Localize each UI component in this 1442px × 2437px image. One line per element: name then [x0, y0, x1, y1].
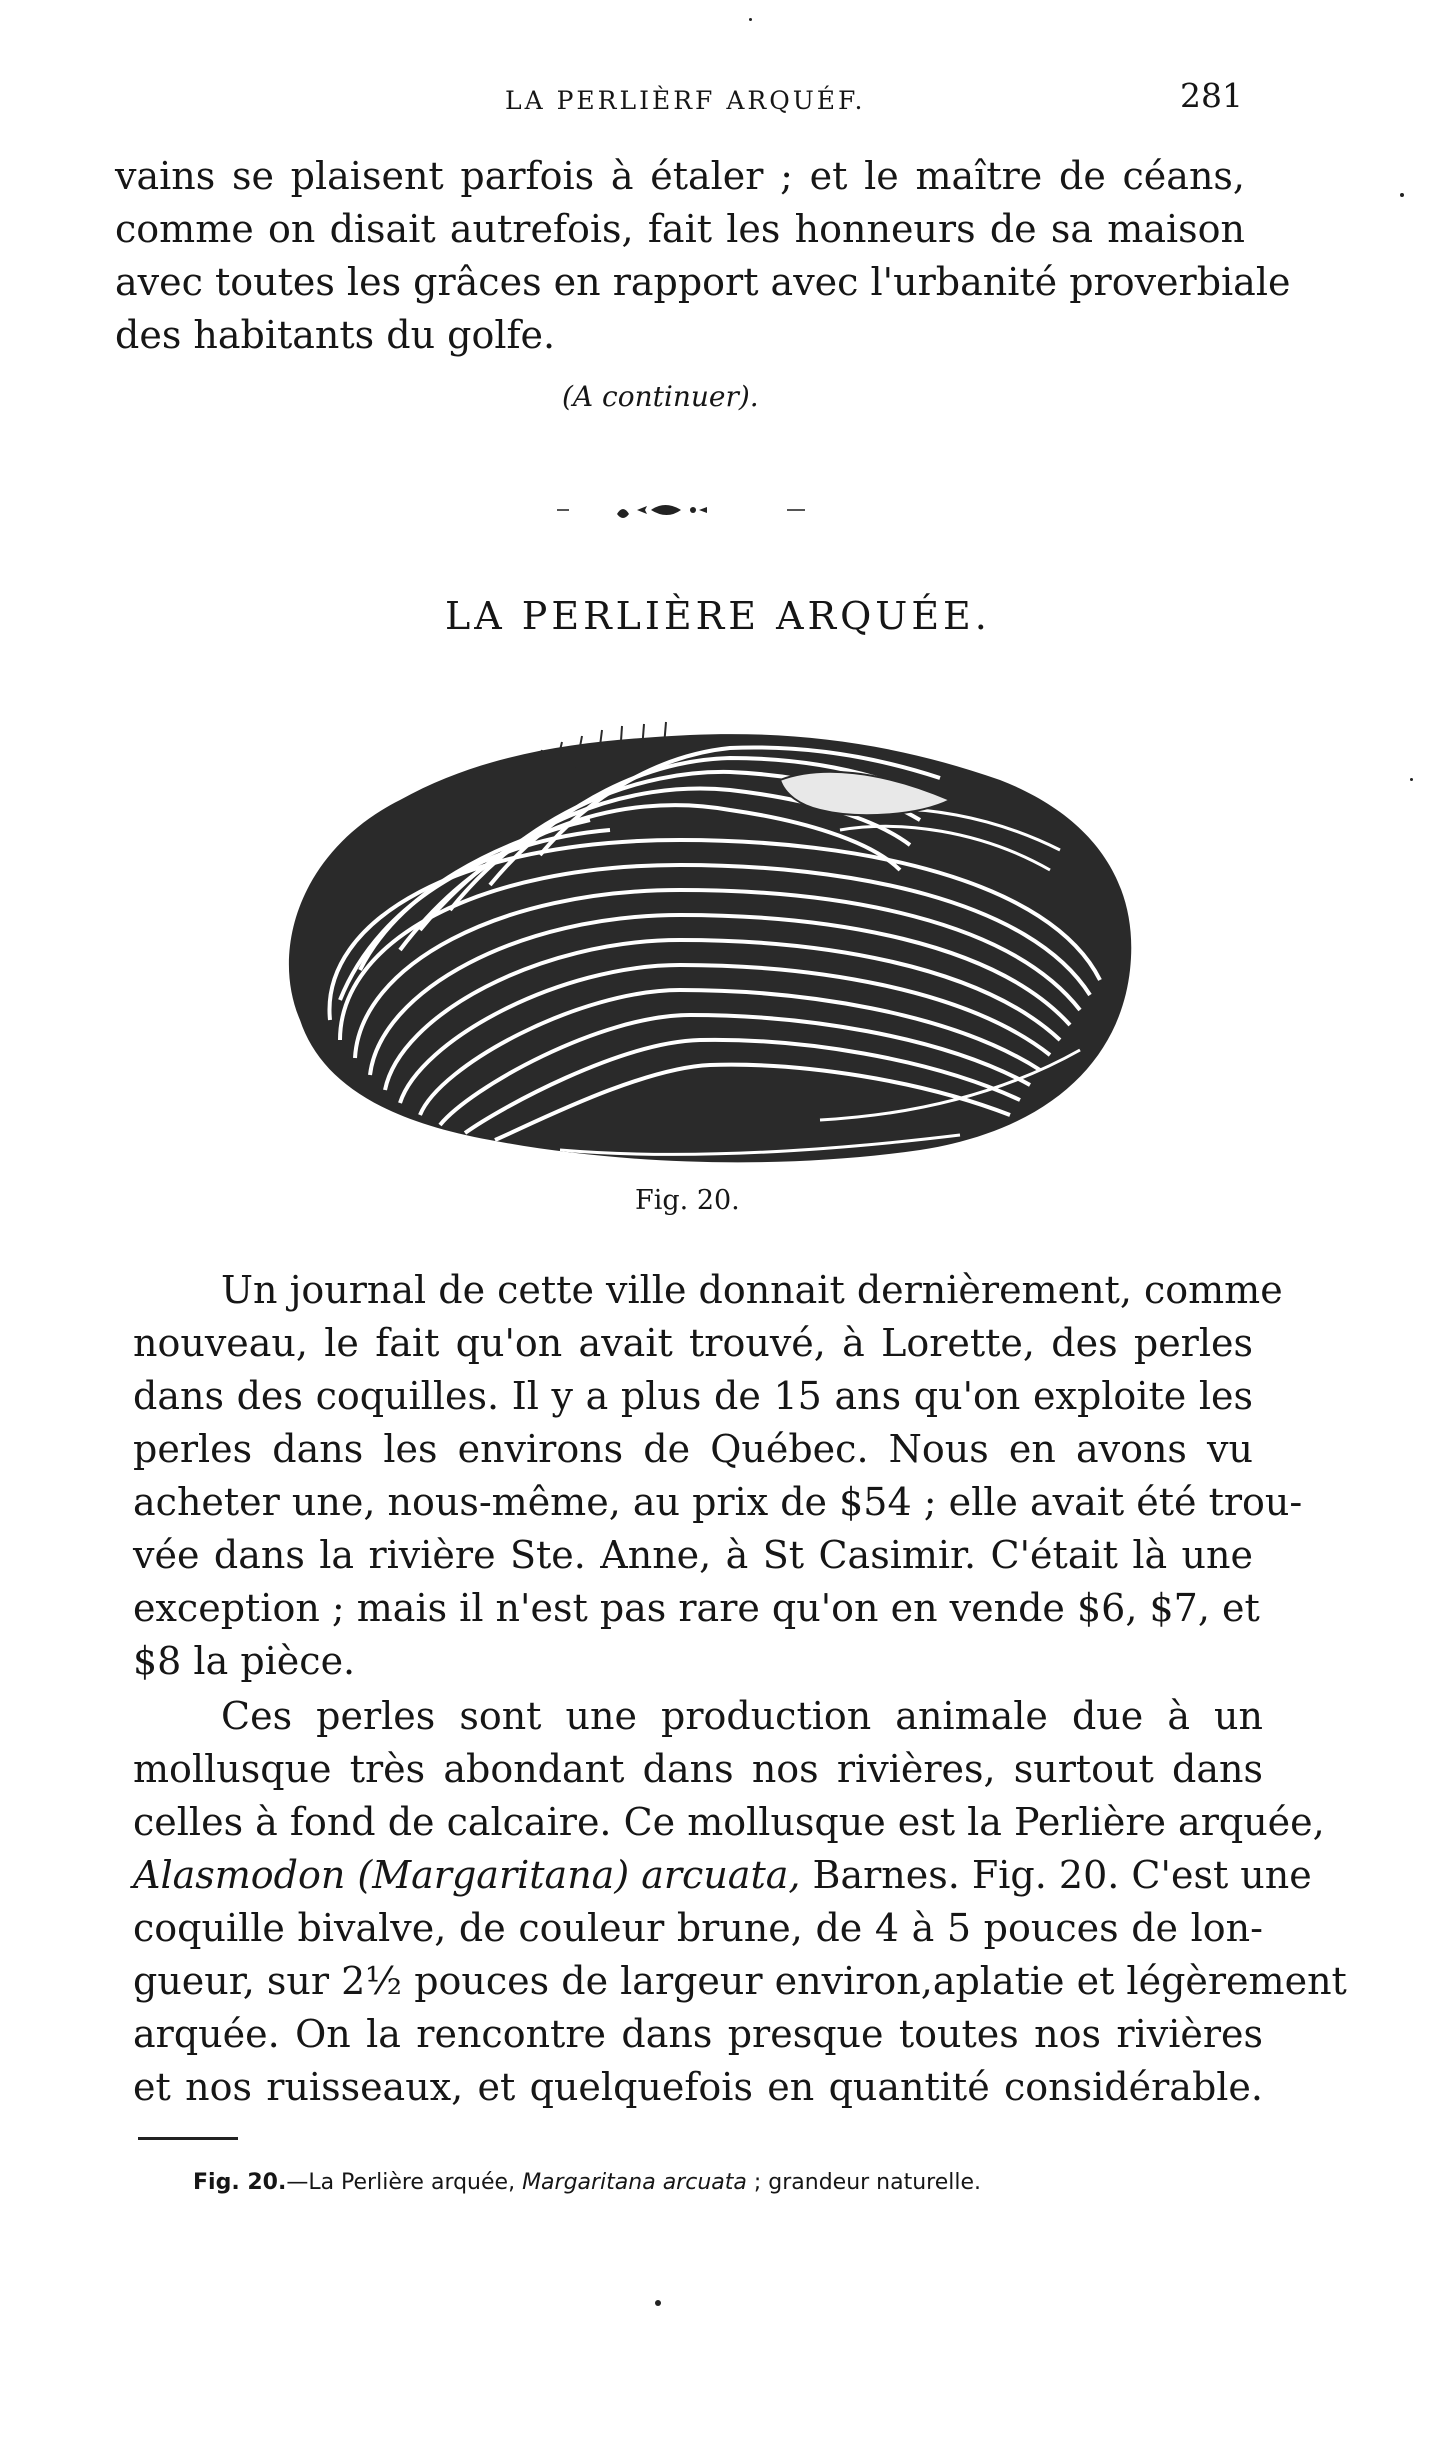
running-title: LA PERLIÈRF ARQUÉF.	[505, 86, 866, 115]
species-name: Alasmodon (Margaritana) arcuata,	[133, 1853, 801, 1897]
text-line: celles à fond de calcaire. Ce mollusque est la Perlière arquée,	[133, 1800, 1325, 1844]
footnote	[193, 2170, 981, 2195]
text-line	[133, 1849, 1312, 1902]
scan-speck	[1400, 193, 1404, 197]
figure-label: Fig. 20.	[635, 1185, 740, 1216]
paragraph	[133, 1690, 1347, 2114]
text-line: vée dans la rivière Ste. Anne, à St Casimir. C'était là une	[133, 1533, 1253, 1577]
text-line: $8 la pièce.	[133, 1639, 356, 1683]
continuation-note: (A continuer).	[562, 380, 759, 413]
footnote-label: Fig. 20.	[193, 2170, 287, 2195]
scan-speck	[655, 2300, 661, 2306]
text-line: Ces perles sont une production animale due à un	[221, 1694, 1263, 1738]
text-line: coquille bivalve, de couleur brune, de 4 à 5 pouces de lon-	[133, 1906, 1263, 1950]
footnote-text: —La Perlière arquée,	[286, 2170, 523, 2195]
article-title: LA PERLIÈRE ARQUÉE.	[445, 594, 991, 638]
footnote-species: Margaritana arcuata	[522, 2170, 747, 2195]
footnote-rule	[138, 2137, 238, 2140]
paragraph-continued	[115, 150, 1291, 362]
page-number: 281	[1180, 76, 1243, 115]
scan-speck	[1410, 778, 1413, 781]
text-line: avec toutes les grâces en rapport avec l'urbanité proverbiale	[115, 260, 1291, 304]
scan-speck	[749, 18, 752, 21]
text-line: Un journal de cette ville donnait dernièrement, comme	[221, 1268, 1283, 1312]
text-line: mollusque très abondant dans nos rivières, surtout dans	[133, 1747, 1263, 1791]
shell-illustration	[260, 720, 1140, 1170]
text-line: comme on disait autrefois, fait les honneurs de sa maison	[115, 207, 1245, 251]
text-line: dans des coquilles. Il y a plus de 15 ans qu'on exploite les	[133, 1374, 1253, 1418]
text-line: gueur, sur 2½ pouces de largeur environ,aplatie et légèrement	[133, 1959, 1347, 2003]
paragraph	[133, 1264, 1303, 1688]
text-line: des habitants du golfe.	[115, 313, 556, 357]
text-line: et nos ruisseaux, et quelquefois en quantité considérable.	[133, 2065, 1263, 2109]
text-line: vains se plaisent parfois à étaler ; et le maître de céans,	[115, 154, 1245, 198]
text-line: nouveau, le fait qu'on avait trouvé, à Lorette, des perles	[133, 1321, 1253, 1365]
text-line: arquée. On la rencontre dans presque toutes nos rivières	[133, 2012, 1263, 2056]
ornament-divider	[555, 492, 855, 532]
text-line: exception ; mais il n'est pas rare qu'on en vende $6, $7, et	[133, 1586, 1260, 1630]
footnote-text-end: ; grandeur naturelle.	[746, 2170, 982, 2195]
text-line: perles dans les environs de Québec. Nous en avons vu	[133, 1427, 1253, 1471]
text-line: acheter une, nous-même, au prix de $54 ; elle avait été trou-	[133, 1480, 1303, 1524]
text-segment: Barnes. Fig. 20. C'est une	[800, 1853, 1312, 1897]
